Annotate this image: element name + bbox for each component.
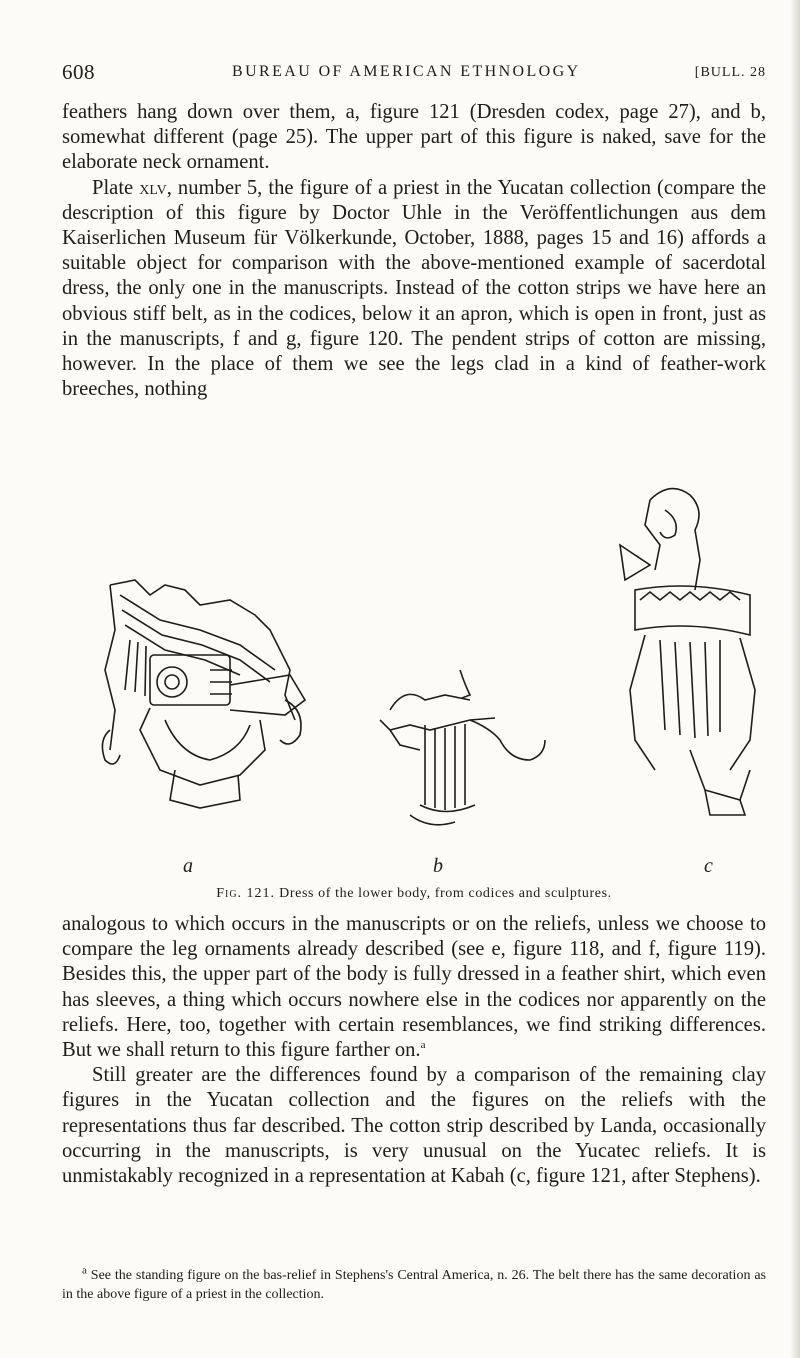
footnote-mark: a <box>82 1264 87 1277</box>
paragraph-2 <box>62 176 766 403</box>
figure-b-drawing <box>380 670 545 825</box>
figure-label-a: a <box>183 855 193 877</box>
figure-caption <box>62 886 766 902</box>
figure-121-illustration <box>90 470 770 880</box>
paragraph-3-text: analogous to which occurs in the manuscripts or on the reliefs, unless we choose to compare the leg ornaments already described (see e, figure 118, and f, figure 119). Besides this, the upper part of the body is fully dressed in a feather shirt, which even has sleeves, a thing which occurs nowhere else in the codices nor apparently on the reliefs. Here, too, together with certain resemblances, we find striking differences. But we shall return to this figure farther on. <box>62 913 766 1062</box>
figure-c-drawing <box>620 489 755 815</box>
paragraph-3 <box>62 912 766 1063</box>
footnote-text: See the standing figure on the bas-relief in Stephens's Central America, n. 26. The belt there has the same decoration as in the above figure of a priest in the collection. <box>62 1268 766 1302</box>
page-edge-shadow <box>790 0 800 1358</box>
figure-caption-text: Dress of the lower body, from codices and sculptures. <box>279 886 612 901</box>
plate-number: xlv <box>139 176 167 199</box>
footnote-reference: a <box>420 1039 426 1052</box>
figure-label-c: c <box>704 855 713 877</box>
figure-number: Fig. 121. <box>216 886 276 901</box>
running-header <box>62 60 766 90</box>
paragraph-2-rest: , number 5, the figure of a priest in the Yucatan collection (compare the description of this figure by Doctor Uhle in the Veröffentlichungen aus dem Kaiserlichen Museum für Völkerkunde, October, 1888, pages 15 and 16) affords a suitable object for comparison with the above-mentioned example of sacerdotal dress, the only one in the manuscripts. Instead of the cotton strips we have here an obvious stiff belt, as in the codices, below it an apron, which is open in front, just as in the manuscripts, f and g, figure 120. The pendent strips of cotton are missing, however. In the place of them we see the legs clad in a kind of feather-work breeches, nothing <box>62 176 767 401</box>
body-text-bottom <box>62 912 766 1189</box>
bulletin-number: [BULL. 28 <box>694 65 766 80</box>
body-text-top <box>62 100 766 402</box>
paragraph-2-start: Plate <box>92 176 140 199</box>
figure-a-drawing <box>102 580 305 808</box>
paragraph-1: feathers hang down over them, a, figure 121 (Dresden codex, page 27), and b, somewhat different (page 25). The upper part of this figure is naked, save for the elaborate neck ornament. <box>62 101 766 174</box>
figure-label-b: b <box>433 855 443 877</box>
running-title: BUREAU OF AMERICAN ETHNOLOGY <box>232 63 581 80</box>
paragraph-4: Still greater are the differences found by a comparison of the remaining clay figures in the Yucatan collection and the figures on the reliefs with the representations thus far described. The cotton strip described by Landa, occasionally occurring in the manuscripts, is very unusual on the Yucatec reliefs. It is unmistakably recognized in a representation at Kabah (c, figure 121, after Stephens). <box>62 1064 766 1188</box>
page-number: 608 <box>62 60 95 84</box>
footnote <box>62 1266 766 1304</box>
